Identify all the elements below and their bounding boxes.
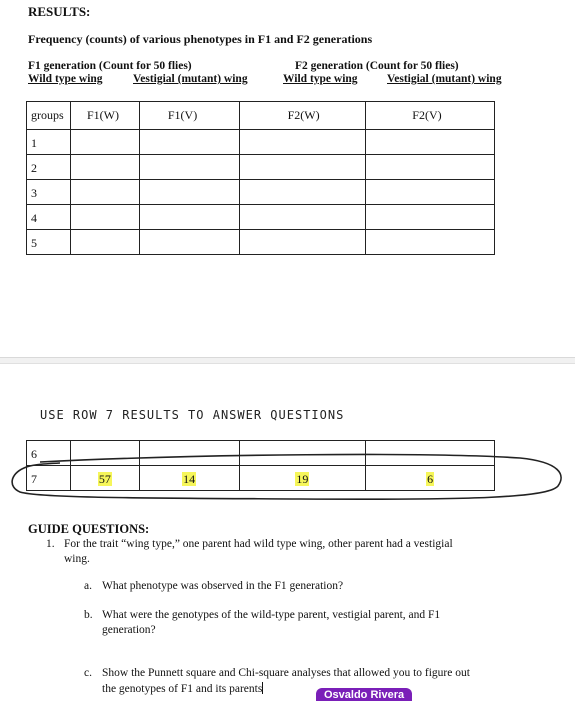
- q1-line2: wing.: [64, 553, 90, 565]
- guide-heading: GUIDE QUESTIONS:: [28, 522, 150, 536]
- collaborator-name-tag: Osvaldo Rivera: [316, 688, 412, 701]
- header-groups: groups: [27, 102, 71, 130]
- qc-line2-text: the genotypes of F1 and its parents: [102, 683, 263, 695]
- value-f2w: 19: [296, 472, 309, 486]
- row-label-6: 6: [27, 441, 71, 466]
- qc-line1: Show the Punnett square and Chi-square analyses that allowed you to figure out: [102, 667, 470, 679]
- q1-number: 1.: [46, 538, 55, 550]
- q1-line1: For the trait “wing type,” one parent had wild type wing, other parent had a vestigial: [64, 538, 453, 550]
- qb-line1: What were the genotypes of the wild-type parent, vestigial parent, and F1: [102, 609, 441, 621]
- text-cursor: [262, 682, 263, 694]
- row-label-2: 2: [27, 155, 71, 180]
- f2-vestigial-label: Vestigial (mutant) wing: [387, 73, 502, 85]
- header-f1w: F1(W): [70, 102, 139, 130]
- qa-label: a.: [84, 580, 92, 592]
- row-label-3: 3: [27, 180, 71, 205]
- qb-label: b.: [84, 609, 93, 621]
- f1-vestigial-label: Vestigial (mutant) wing: [133, 73, 248, 85]
- qc-line2[interactable]: [102, 682, 263, 695]
- row-label-7: 7: [27, 466, 71, 491]
- qc-label: c.: [84, 667, 92, 679]
- circle-stroke: [12, 455, 561, 500]
- value-f1v: 14: [183, 472, 196, 486]
- header-f2w: F2(W): [239, 102, 366, 130]
- f2-generation-title: F2 generation (Count for 50 flies): [295, 60, 459, 72]
- header-f1v: F1(V): [139, 102, 239, 130]
- results-subheading: Frequency (counts) of various phenotypes in F1 and F2 generations: [28, 32, 373, 46]
- f1-wild-label: Wild type wing: [28, 73, 103, 85]
- value-f1w: 57: [98, 472, 111, 486]
- f1-generation-title: F1 generation (Count for 50 flies): [28, 60, 192, 72]
- header-f2v: F2(V): [366, 102, 495, 130]
- f2-wild-label: Wild type wing: [283, 73, 358, 85]
- qa-text: What phenotype was observed in the F1 generation?: [102, 580, 344, 592]
- row-label-5: 5: [27, 230, 71, 255]
- handwritten-annotation: USE ROW 7 RESULTS TO ANSWER QUESTIONS: [40, 408, 345, 422]
- row-label-1: 1: [27, 130, 71, 155]
- row-label-4: 4: [27, 205, 71, 230]
- qb-line2: generation?: [102, 624, 156, 636]
- value-f2v: 6: [427, 472, 434, 486]
- results-heading: RESULTS:: [28, 4, 91, 19]
